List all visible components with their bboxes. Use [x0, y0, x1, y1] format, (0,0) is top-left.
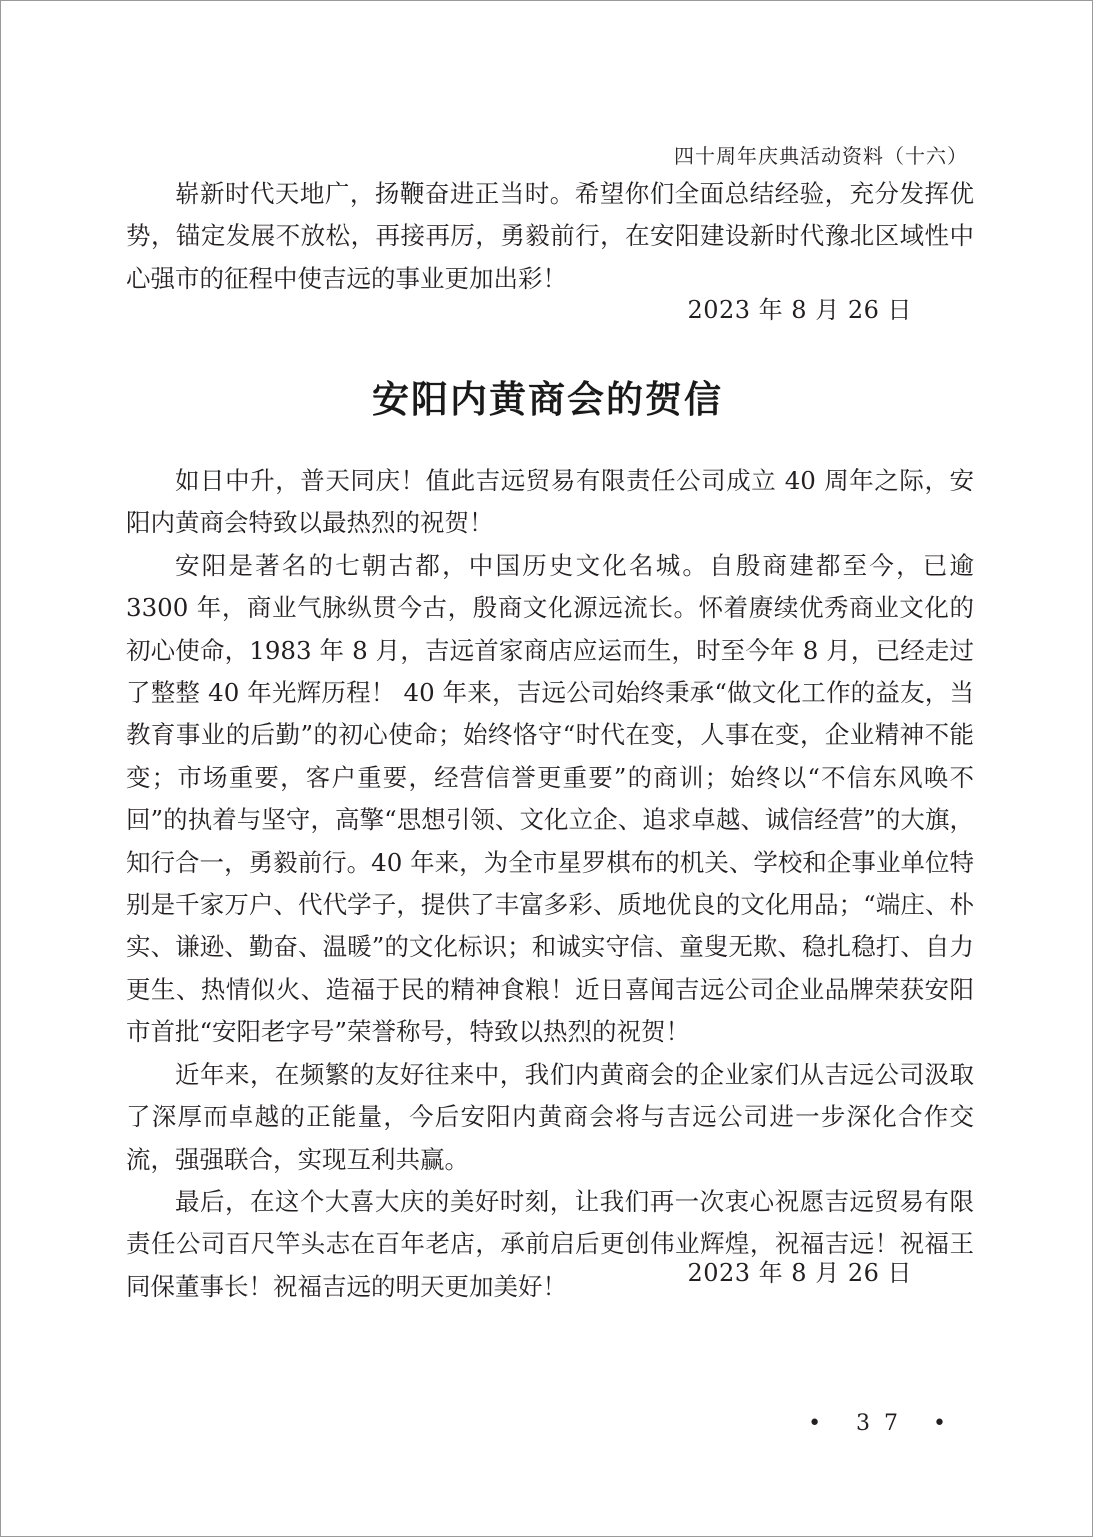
- paragraph: 近年来，在频繁的友好往来中，我们内黄商会的企业家们从吉远公司汲取了深厚而卓越的正能量，今后安阳内黄商会将与吉远公司进一步深化合作交流，强强联合，实现互利共赢。: [126, 1059, 974, 1174]
- previous-letter-date: 2023 年 8 月 26 日: [687, 296, 912, 324]
- paragraph: 安阳是著名的七朝古都，中国历史文化名城。自殷商建都至今，已逾 3300 年，商业气脉纵贯今古，殷商文化源远流长。怀着赓续优秀商业文化的初心使命，1983 年 8 月，吉远首家商店应运而生，时至今年 8 月，已经走过了整整 40 年光辉历程！ 40 年来，吉远公司始终秉承“做文化工作的益友，当教育事业的后勤”的初心使命；始终恪守“时代在变，人事在变，企业精神不能变；市场重要，客户重要，经营信誉更重要”的商训；始终以“不信东风唤不回”的执着与坚守，高擎“思想引领、文化立企、追求卓越、诚信经营”的大旗，知行合一，勇毅前行。40 年来，为全市星罗棋布的机关、学校和企事业单位特别是千家万户、代代学子，提供了丰富多彩、质地优良的文化用品；“端庄、朴实、谦逊、勤奋、温暖”的文化标识；和诚实守信、童叟无欺、稳扎稳打、自力更生、热情似火、造福于民的精神食粮！近日喜闻吉远公司企业品牌荣获安阳市首批“安阳老字号”荣誉称号，特致以热烈的祝贺！: [126, 550, 974, 1047]
- previous-letter-body: [126, 173, 974, 300]
- letter-body: [126, 460, 974, 1308]
- running-header: 四十周年庆典活动资料（十六）: [674, 144, 968, 168]
- paragraph: 崭新时代天地广，扬鞭奋进正当时。希望你们全面总结经验，充分发挥优势，锚定发展不放松，再接再厉，勇毅前行，在安阳建设新时代豫北区域性中心强市的征程中使吉远的事业更加出彩！: [126, 179, 974, 293]
- paragraph: 最后，在这个大喜大庆的美好时刻，让我们再一次衷心祝愿吉远贸易有限责任公司百尺竿头志在百年老店，承前启后更创伟业辉煌，祝福吉远！祝福王同保董事长！祝福吉远的明天更加美好！: [126, 1186, 974, 1301]
- letter-date: 2023 年 8 月 26 日: [687, 1259, 912, 1287]
- paragraph: 如日中升，普天同庆！值此吉远贸易有限责任公司成立 40 周年之际，安阳内黄商会特致以最热烈的祝贺！: [126, 466, 974, 538]
- page-number: • 37 •: [808, 1411, 960, 1436]
- letter-title: 安阳内黄商会的贺信: [372, 377, 723, 421]
